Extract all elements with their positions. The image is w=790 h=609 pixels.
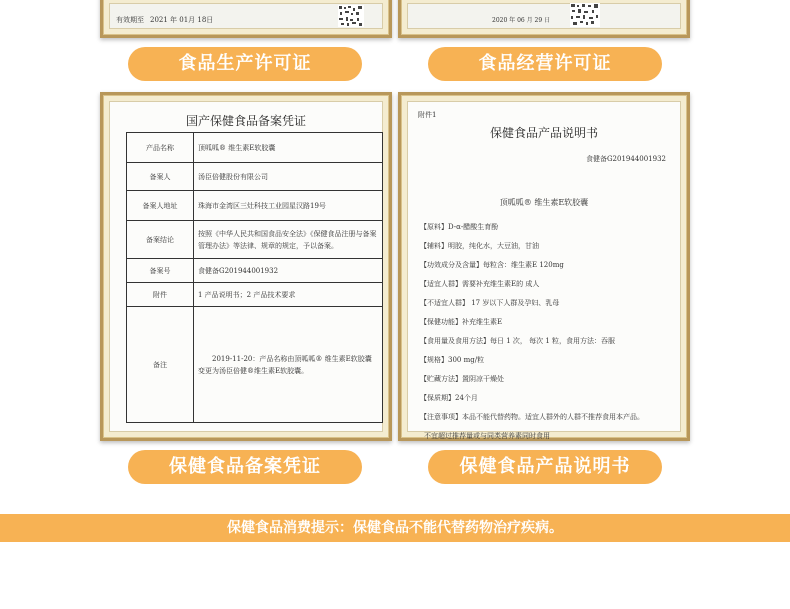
table-row [127,163,383,191]
production-license-label: 食品生产许可证 [128,47,362,81]
table-value: 汤臣倍健股份有限公司 [194,163,383,191]
table-value: 2019-11-20：产品名称由顶呱呱® 维生素E软胶囊变更为汤臣倍健®维生素E软胶囊。 [194,307,383,423]
table-value: 顶呱呱® 维生素E软胶囊 [194,133,383,163]
list-item: 【原料】D-α-醋酸生育酚 [420,223,499,231]
qr-code-icon [570,3,600,27]
table-row [127,133,383,163]
product-manual-title: 保健食品产品说明书 [489,126,598,140]
product-manual-label: 保健食品产品说明书 [428,450,662,484]
table-row [127,307,383,423]
table-value: 食健备G201944001932 [194,259,383,283]
filing-table [126,132,383,423]
business-license-label: 食品经营许可证 [428,47,662,81]
list-item: 【适宜人群】需要补充维生素E的 成人 [420,280,540,288]
table-value: 1 产品说明书；2 产品技术要求 [194,283,383,307]
list-item: 【保健功能】补充维生素E [420,318,503,326]
table-key: 产品名称 [127,133,194,163]
table-row [127,221,383,259]
production-license-frame [100,0,392,38]
table-key: 附件 [127,283,194,307]
table-key: 备案结论 [127,221,194,259]
business-license-image [407,3,681,29]
qr-code-icon [338,5,364,27]
manual-lines [420,218,670,446]
consumer-notice-banner: 保健食品消费提示：保健食品不能代替药物治疗疾病。 [0,514,790,542]
table-row [127,283,383,307]
table-row [127,191,383,221]
table-row [127,259,383,283]
list-item: 【辅料】明胶，纯化水，大豆油，甘油 [420,242,539,250]
production-license-image [109,3,383,29]
filing-certificate-title: 国产保健食品备案凭证 [185,114,306,128]
table-key: 备案人地址 [127,191,194,221]
list-item: 【功效成分及含量】每粒含：维生素E 120mg [420,261,564,269]
validity-date: 2021 年 01月 18日 [150,16,214,24]
list-item: 【食用量及食用方法】每日 1 次， 每次 1 粒，食用方法：吞服 [420,337,616,345]
table-key: 备案人 [127,163,194,191]
table-value: 按照《中华人民共和国食品安全法》《保健食品注册与备案管理办法》等法律、规章的规定，予以备案。 [194,221,383,259]
table-value: 珠海市金湾区三灶科技工业园星汉路19号 [194,191,383,221]
list-item: 【不适宜人群】 17 岁以下人群及孕妇、乳母 [420,299,560,307]
product-name: 顶呱呱® 维生素E软胶囊 [499,198,589,207]
table-key: 备注 [127,307,194,423]
list-item: 【规格】300 mg/粒 [420,356,485,364]
list-item: 【贮藏方法】置阴凉干燥处 [420,375,504,383]
business-license-date: 2020 年 06 月 29 日 [492,17,551,24]
filing-certificate-frame [100,92,392,441]
list-item: 【保质期】24个月 [420,394,478,402]
list-item: 【注意事项】本品不能代替药物。适宜人群外的人群不推荐食用本产品。 [420,413,644,421]
table-key: 备案号 [127,259,194,283]
filing-certificate-paper [109,101,383,432]
business-license-frame [398,0,690,38]
filing-certificate-label: 保健食品备案凭证 [128,450,362,484]
product-manual-paper [407,101,681,440]
list-item: 不宜超过推荐量或与同类营养素同时食用 [424,432,550,440]
product-manual-frame [398,92,690,441]
attachment-label: 附件1 [418,111,437,119]
validity-label: 有效期至 [116,16,144,24]
registration-number: 食健备G201944001932 [585,155,666,163]
